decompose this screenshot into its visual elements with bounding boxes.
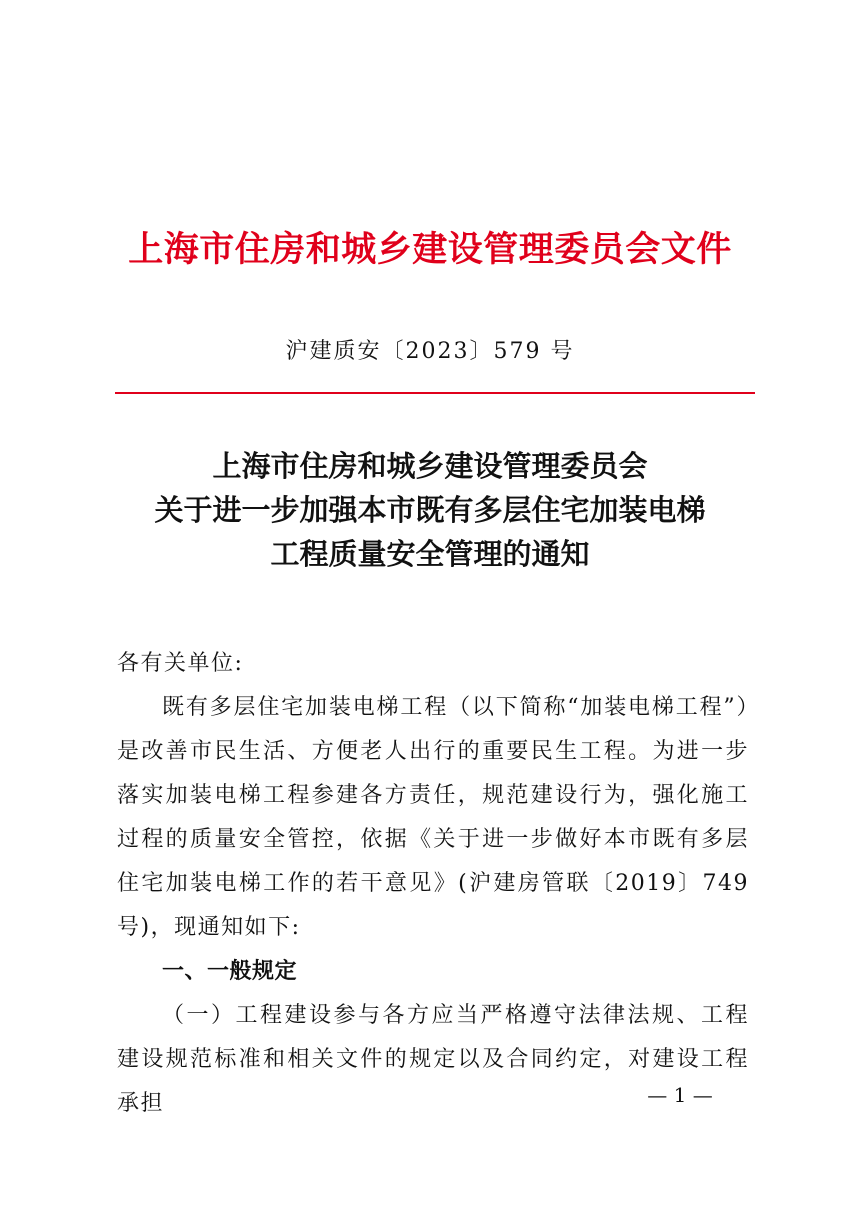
issuer-title: 上海市住房和城乡建设管理委员会文件: [128, 229, 732, 270]
section-heading: 一、一般规定: [162, 959, 298, 984]
title-line-3: 工程质量安全管理的通知: [270, 537, 590, 571]
red-separator-line: [115, 392, 755, 394]
title-line-2: 关于进一步加强本市既有多层住宅加装电梯: [154, 493, 706, 527]
document-body: [117, 642, 749, 1126]
salutation: 各有关单位:: [117, 651, 244, 676]
section-item-paragraph: （一）工程建设参与各方应当严格遵守法律法规、工程建设规范标准和相关文件的规定以及合同约定，对建设工程承担: [117, 1003, 749, 1116]
document-number: 沪建质安〔2023〕579 号: [285, 339, 575, 364]
title-line-1: 上海市住房和城乡建设管理委员会: [212, 449, 648, 483]
intro-paragraph: 既有多层住宅加装电梯工程（以下简称“加装电梯工程”）是改善市民生活、方便老人出行的重要民生工程。为进一步落实加装电梯工程参建各方责任，规范建设行为，强化施工过程的质量安全管控，依据《关于进一步做好本市既有多层住宅加装电梯工作的若干意见》(沪建房管联〔2019〕749 号)，现通知如下:: [117, 695, 749, 940]
document-title: [0, 444, 860, 576]
page-number: — 1 —: [647, 1083, 713, 1107]
